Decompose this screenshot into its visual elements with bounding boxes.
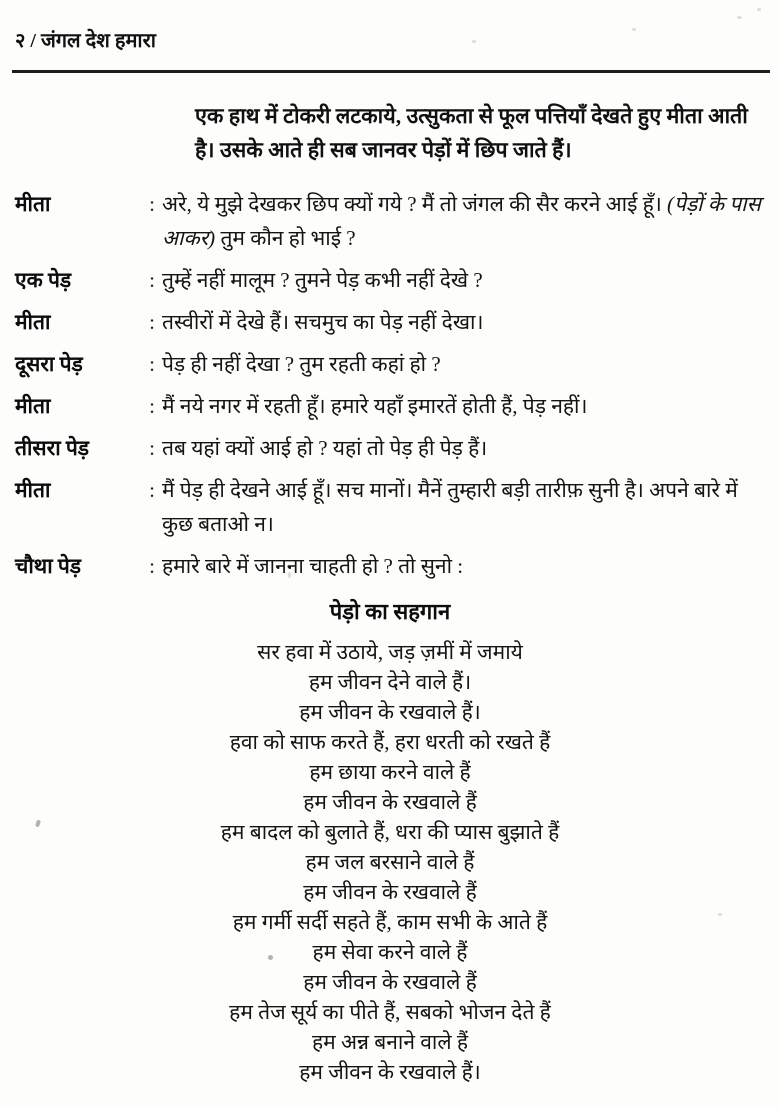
page-header: २ / जंगल देश हमारा <box>15 30 156 52</box>
dialogue-row <box>15 305 772 339</box>
speaker-name: मीता <box>15 394 51 418</box>
dialogue-row <box>15 347 772 381</box>
song-chorus <box>0 637 780 1087</box>
colon-separator: : <box>149 478 155 502</box>
speaker-name: मीता <box>15 478 51 502</box>
scan-speck <box>737 16 742 19</box>
song-line: हम छाया करने वाले हैं <box>309 760 471 784</box>
dialogue-row <box>15 473 772 541</box>
colon-separator: : <box>149 352 155 376</box>
song-line: हम जीवन के रखवाले हैं। <box>299 700 481 724</box>
dialogue-row <box>15 263 772 297</box>
dialogue-text: पेड़ ही नहीं देखा ? तुम रहती कहां हो ? <box>162 352 441 376</box>
dialogue-row <box>15 431 772 465</box>
song-line: हवा को साफ करते हैं, हरा धरती को रखते हैं <box>229 730 551 754</box>
colon-separator: : <box>149 554 155 578</box>
song-line: हम जीवन के रखवाले हैं <box>303 790 477 814</box>
song-line: हम गर्मी सर्दी सहते हैं, काम सभी के आते हैं <box>232 910 548 934</box>
colon-separator: : <box>149 394 155 418</box>
dialogue-row <box>15 187 772 255</box>
dialogue-row <box>15 389 772 423</box>
song-line: हम जीवन के रखवाले हैं <box>303 970 477 994</box>
dialogue-text: तब यहां क्यों आई हो ? यहां तो पेड़ ही पेड़ हैं। <box>162 436 488 460</box>
song-line: हम बादल को बुलाते हैं, धरा की प्यास बुझाते हैं <box>220 820 560 844</box>
dialogue-list <box>15 187 772 583</box>
stage-direction: एक हाथ में टोकरी लटकाये, उत्सुकता से फूल पत्तियाँ देखते हुए मीता आती है। उसके आते ही सब जानवर पेड़ों में छिप जाते हैं। <box>195 104 748 162</box>
speaker-name: दूसरा पेड़ <box>15 352 83 376</box>
header-rule <box>12 70 770 73</box>
colon-separator: : <box>149 436 155 460</box>
scan-speck <box>288 572 291 578</box>
song-line: सर हवा में उठाये, जड़ ज़मीं में जमाये <box>257 640 523 664</box>
dialogue-text: तुम्हें नहीं मालूम ? तुमने पेड़ कभी नहीं देखे ? <box>162 268 483 292</box>
song-title: पेड़ो का सहगान <box>329 599 451 624</box>
song-line: हम सेवा करने वाले हैं <box>312 940 468 964</box>
dialogue-row <box>15 549 772 583</box>
dialogue-text-part: अरे, ये मुझे देखकर छिप क्यों गये ? मैं तो जंगल की सैर करने आई हूँ। <box>162 192 662 216</box>
speaker-name: चौथा पेड़ <box>15 554 82 578</box>
song-line: हम अन्न बनाने वाले हैं <box>312 1030 468 1054</box>
scan-speck <box>268 955 273 960</box>
dialogue-text: हमारे बारे में जानना चाहती हो ? तो सुनो : <box>162 554 464 578</box>
speaker-name: मीता <box>15 310 51 334</box>
speaker-name: एक पेड़ <box>15 268 72 292</box>
dialogue-text: मैं नये नगर में रहती हूँ। हमारे यहाँ इमारतें होती हैं, पेड़ नहीं। <box>162 394 588 418</box>
scan-speck <box>632 28 636 31</box>
scan-speck <box>472 40 476 43</box>
scan-speck <box>718 913 722 916</box>
dialogue-text <box>162 187 772 255</box>
speaker-name: तीसरा पेड़ <box>15 436 90 460</box>
colon-separator: : <box>149 192 155 216</box>
dialogue-text: मैं पेड़ ही देखने आई हूँ। सच मानों। मैनें तुम्हारी बड़ी तारीफ़ सुनी है। अपने बारे में कुछ बताओ न। <box>162 478 738 536</box>
song-line: हम तेज सूर्य का पीते हैं, सबको भोजन देते हैं <box>229 1000 551 1024</box>
scan-speck <box>757 8 761 11</box>
stage-note-inline: (पेड़ों के पास आकर) <box>162 192 761 250</box>
dialogue-text: तस्वीरों में देखे हैं। सचमुच का पेड़ नहीं देखा। <box>162 310 484 334</box>
dialogue-text-part: तुम कौन हो भाई ? <box>220 226 356 250</box>
song-line: हम जल बरसाने वाले हैं <box>305 850 475 874</box>
speaker-name: मीता <box>15 192 51 216</box>
colon-separator: : <box>149 310 155 334</box>
song-line: हम जीवन के रखवाले हैं। <box>299 1060 481 1084</box>
colon-separator: : <box>149 268 155 292</box>
song-line: हम जीवन के रखवाले हैं <box>303 880 477 904</box>
song-line: हम जीवन देने वाले हैं। <box>308 670 472 694</box>
